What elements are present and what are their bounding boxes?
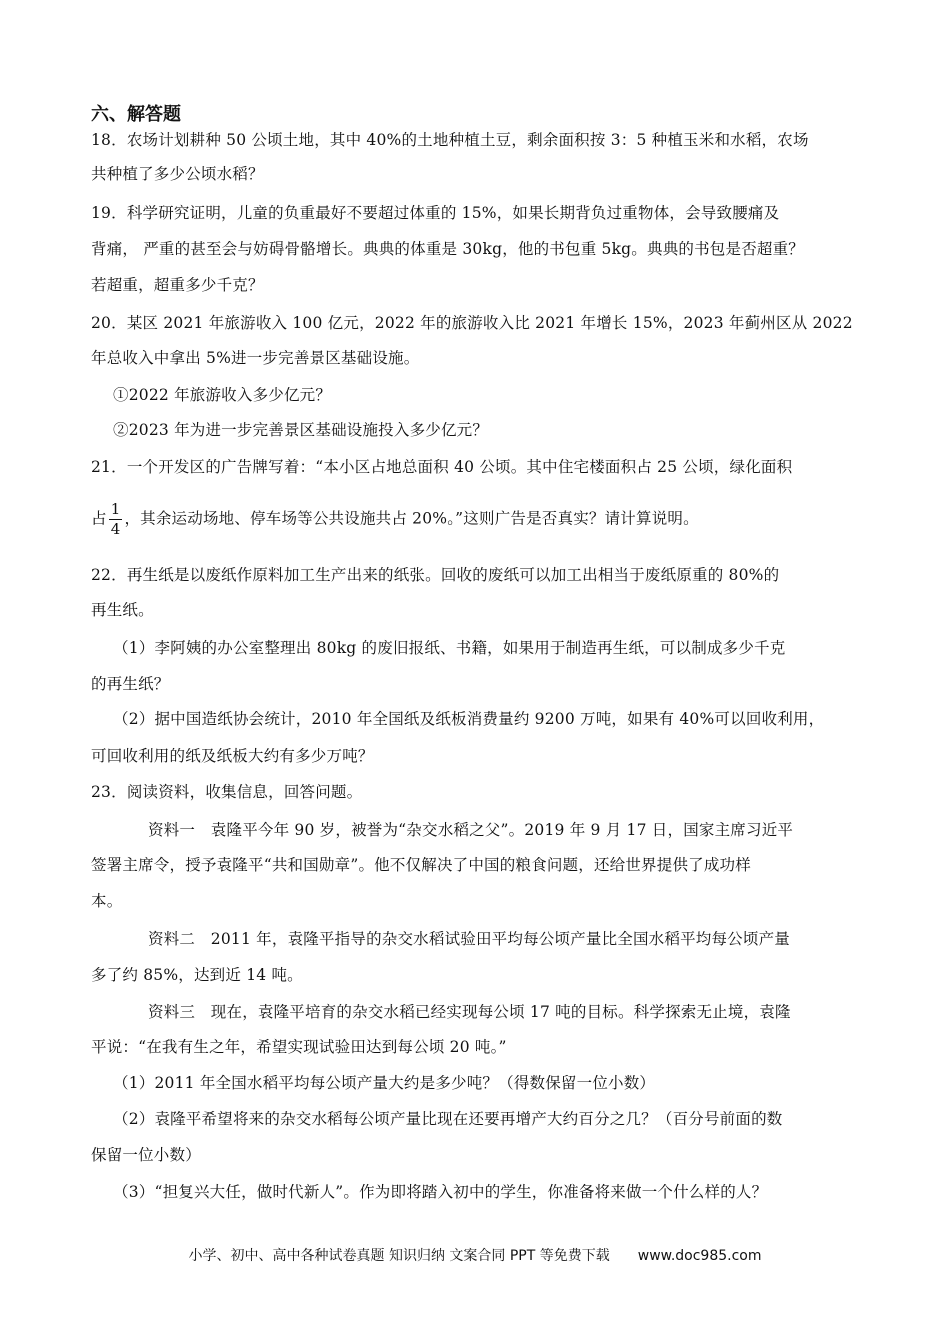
q23-sub1: （1）2011 年全国水稻平均每公顷产量大约是多少吨？（得数保留一位小数） [113, 1074, 656, 1092]
q20-line1: 20．某区 2021 年旅游收入 100 亿元，2022 年的旅游收入比 2021 年增长 15%，2023 年蓟州区从 2022 [91, 314, 853, 332]
q22-line1: 22．再生纸是以废纸作原料加工生产出来的纸张。回收的废纸可以加工出相当于废纸原重的 80%的 [91, 566, 780, 584]
fraction-numerator: 1 [110, 500, 121, 518]
fraction-one-quarter [109, 502, 123, 537]
q20-line2: 年总收入中拿出 5%进一步完善景区基础设施。 [91, 349, 420, 367]
q23-material2-line1: 资料二 2011 年，袁隆平指导的杂交水稻试验田平均每公顷产量比全国水稻平均每公顷产量 [148, 930, 790, 948]
footer-url[interactable]: www.doc985.com [637, 1248, 762, 1264]
q22-sub2-line1: （2）据中国造纸协会统计，2010 年全国纸及纸板消费量约 9200 万吨，如果有 40%可以回收利用， [113, 710, 825, 728]
section-title: 六、解答题 [91, 104, 181, 125]
q22-line2: 再生纸。 [91, 601, 154, 619]
q20-sub2: ②2023 年为进一步完善景区基础设施投入多少亿元？ [113, 421, 489, 439]
q23-sub2-line1: （2）袁隆平希望将来的杂交水稻每公顷产量比现在还要再增产大约百分之几？（百分号前面的数 [113, 1110, 783, 1128]
q23-line1: 23．阅读资料，收集信息，回答问题。 [91, 783, 363, 801]
q23-material3-line1: 资料三 现在，袁隆平培育的杂交水稻已经实现每公顷 17 吨的目标。科学探索无止境，袁隆 [148, 1003, 791, 1021]
q18-line1: 18．农场计划耕种 50 公顷土地，其中 40%的土地种植土豆，剩余面积按 3：5 种植玉米和水稻，农场 [91, 131, 809, 149]
q19-line2: 背痛， 严重的甚至会与妨碍骨骼增长。典典的体重是 30kg，他的书包重 5kg。典典的书包是否超重？ [91, 240, 804, 258]
q18-line2: 共种植了多少公顷水稻？ [91, 165, 264, 183]
q22-sub1-line2: 的再生纸？ [91, 675, 170, 693]
footer-text: 小学、初中、高中各种试卷真题 知识归纳 文案合同 PPT 等免费下载 [188, 1248, 610, 1264]
q21-suffix: ，其余运动场地、停车场等公共设施共占 20%。”这则广告是否真实？请计算说明。 [124, 509, 699, 528]
page-footer [0, 1245, 950, 1265]
q22-sub2-line2: 可回收利用的纸及纸板大约有多少万吨？ [91, 747, 374, 765]
q19-line1: 19．科学研究证明，儿童的负重最好不要超过体重的 15%，如果长期背负过重物体，会导致腰痛及 [91, 204, 780, 222]
q20-sub1: ①2022 年旅游收入多少亿元？ [113, 386, 332, 404]
q23-material1-line3: 本。 [91, 892, 123, 910]
q23-material1-line2: 签署主席令，授予袁隆平“共和国勋章”。他不仅解决了中国的粮食问题，还给世界提供了成功样 [91, 856, 751, 874]
q22-sub1-line1: （1）李阿姨的办公室整理出 80kg 的废旧报纸、书籍，如果用于制造再生纸，可以制成多少千克 [113, 639, 786, 657]
q23-sub2-line2: 保留一位小数） [91, 1146, 201, 1164]
q21-prefix: 占 [91, 509, 107, 528]
q23-material3-line2: 平说：“在我有生之年，希望实现试验田达到每公顷 20 吨。” [91, 1038, 507, 1056]
q21-line1: 21．一个开发区的广告牌写着：“本小区占地总面积 40 公顷。其中住宅楼面积占 25 公顷，绿化面积 [91, 458, 793, 476]
q19-line3: 若超重，超重多少千克？ [91, 276, 264, 294]
fraction-denominator: 4 [110, 520, 121, 538]
q21-line2 [91, 502, 699, 537]
q23-material2-line2: 多了约 85%，达到近 14 吨。 [91, 966, 303, 984]
q23-sub3: （3）“担复兴大任，做时代新人”。作为即将踏入初中的学生，你准备将来做一个什么样的人？ [113, 1183, 768, 1201]
q23-material1-line1: 资料一 袁隆平今年 90 岁，被誉为“杂交水稻之父”。2019 年 9 月 17 日，国家主席习近平 [148, 821, 794, 839]
